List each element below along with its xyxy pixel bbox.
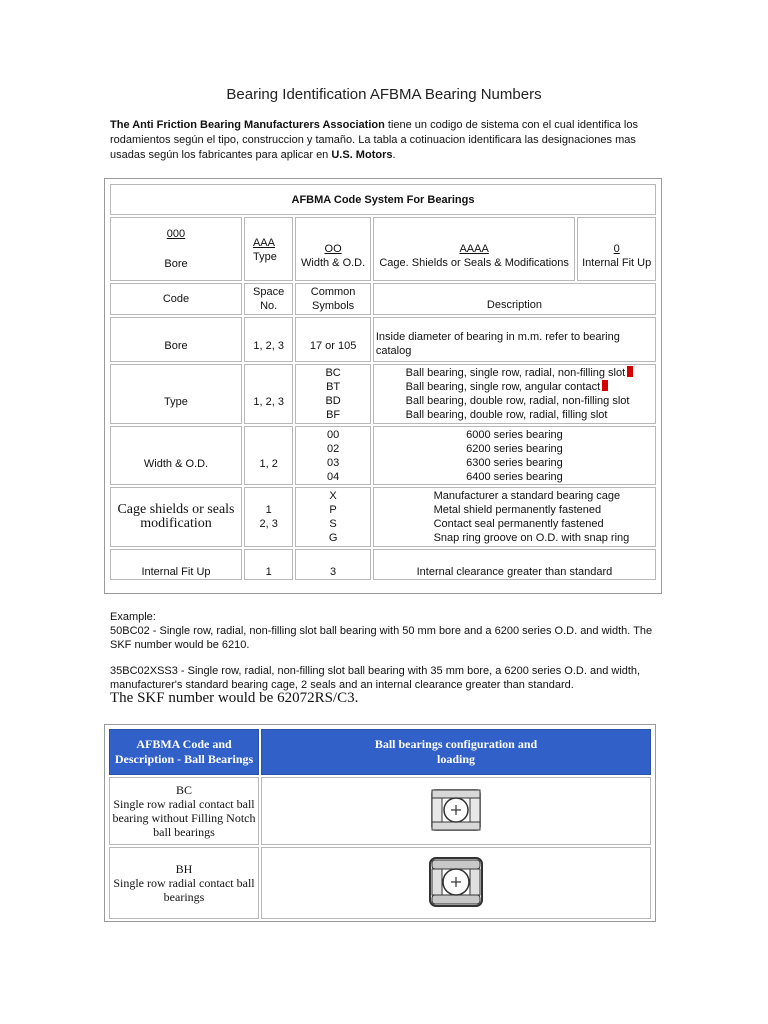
- format-cage-label: Cage. Shields or Seals & Modifications: [379, 257, 569, 269]
- format-bore: [110, 217, 242, 281]
- symbol-bt: BT: [326, 381, 341, 393]
- desc-6300: 6300 series bearing: [466, 456, 563, 469]
- header-symbols-line1: Common: [310, 286, 356, 298]
- row-bore-code: Bore: [110, 317, 242, 362]
- intro-paragraph: [110, 118, 670, 163]
- ball-desc-bh: Single row radial contact ball bearings: [113, 876, 255, 904]
- ball-header-right-text: Ball bearings configuration and loading: [374, 737, 538, 766]
- symbol-g: G: [328, 532, 338, 544]
- red-marker: [602, 380, 608, 391]
- example-label: Example:: [110, 611, 156, 623]
- ball-code-bh: BH: [175, 862, 193, 876]
- ball-code-bc: BC: [175, 783, 192, 797]
- row-width-space: 1, 2: [244, 426, 293, 485]
- example-line2: 35BC02XSS3 - Single row, radial, non-filling slot ball bearing with 35 mm bore, a 6200 series O.D. and width, manufacturer's standard bearing cage, 2 seals and an internal clearance greater than standard.: [110, 665, 641, 691]
- symbol-04: 04: [326, 470, 340, 483]
- example-skf: The SKF number would be 62072RS/C3.: [110, 690, 359, 706]
- desc-bf: Ball bearing, double row, radial, filling slot: [405, 409, 608, 421]
- bearing-deep-groove-icon: [426, 854, 486, 910]
- row-bore-symbols: 17 or 105: [295, 317, 371, 362]
- intro-bold-start: The Anti Friction Bearing Manufacturers Association: [110, 119, 385, 131]
- format-width: [295, 217, 371, 281]
- row-bore-space: 1, 2, 3: [244, 317, 293, 362]
- symbol-00: 00: [326, 428, 340, 441]
- format-width-code: OO: [324, 243, 342, 255]
- header-code: Code: [110, 283, 242, 315]
- format-type: [244, 217, 293, 281]
- ball-row-bc: [109, 777, 259, 845]
- format-width-label: Width & O.D.: [301, 257, 366, 269]
- desc-bd: Ball bearing, double row, radial, non-filling slot: [405, 395, 630, 407]
- row-cage-space-2: 2, 3: [259, 518, 278, 530]
- page-title: Bearing Identification AFBMA Bearing Numbers: [226, 86, 542, 103]
- desc-6000: 6000 series bearing: [466, 428, 563, 441]
- row-type-descriptions: [373, 364, 656, 424]
- row-bore-description: Inside diameter of bearing in m.m. refer to bearing catalog: [373, 317, 656, 362]
- ball-desc-bc: Single row radial contact ball bearing without Filling Notch ball bearings: [112, 797, 256, 839]
- row-cage-descriptions: [373, 487, 656, 547]
- symbol-03: 03: [326, 456, 340, 469]
- format-bore-label: Bore: [164, 258, 188, 270]
- row-cage-symbols: [295, 487, 371, 547]
- format-cage: [373, 217, 575, 281]
- desc-s: Contact seal permanently fastened: [433, 518, 604, 530]
- row-cage-space: [244, 487, 293, 547]
- format-fit-label: Internal Fit Up: [582, 257, 652, 269]
- desc-p: Metal shield permanently fastened: [433, 504, 602, 516]
- row-fit-space: 1: [244, 549, 293, 580]
- symbol-bd: BD: [325, 395, 341, 407]
- row-fit-code: Internal Fit Up: [110, 549, 242, 580]
- header-space-line1: Space: [253, 286, 285, 298]
- ball-header-left: AFBMA Code and Description - Ball Bearings: [109, 729, 259, 775]
- row-width-symbols: [295, 426, 371, 485]
- desc-6400: 6400 series bearing: [466, 470, 563, 483]
- ball-row-bh: [109, 847, 259, 919]
- row-type-code: Type: [110, 364, 242, 424]
- desc-x: Manufacturer a standard bearing cage: [433, 490, 621, 502]
- format-type-code: AAA: [252, 237, 275, 249]
- format-cage-code: AAAA: [459, 243, 489, 255]
- ball-header-right: [261, 729, 651, 775]
- code-table-caption: AFBMA Code System For Bearings: [110, 184, 656, 215]
- row-fit-description: Internal clearance greater than standard: [373, 549, 656, 580]
- intro-period: .: [392, 149, 396, 161]
- header-symbols-line2: Symbols: [312, 300, 355, 312]
- desc-g: Snap ring groove on O.D. with snap ring: [433, 532, 630, 544]
- row-type-symbols: [295, 364, 371, 424]
- header-space-line2: No.: [260, 300, 278, 312]
- example-line1: 50BC02 - Single row, radial, non-filling slot ball bearing with 50 mm bore and a 6200 series O.D. and width. The SKF number would be 6210.: [110, 625, 653, 651]
- intro-bold-end: U.S. Motors: [331, 149, 393, 161]
- symbol-bf: BF: [326, 409, 341, 421]
- format-fit-code: 0: [613, 243, 620, 255]
- symbol-s: S: [329, 518, 337, 530]
- symbol-02: 02: [326, 442, 340, 455]
- format-fit: [577, 217, 656, 281]
- desc-6200: 6200 series bearing: [466, 442, 563, 455]
- afbma-code-table: [108, 182, 658, 582]
- example-block: [110, 610, 670, 652]
- desc-bt: Ball bearing, single row, angular contact: [405, 381, 601, 393]
- symbol-x: X: [329, 490, 337, 502]
- desc-bc: Ball bearing, single row, radial, non-filling slot: [405, 367, 626, 379]
- ball-bearing-table: [107, 727, 653, 921]
- header-description: Description: [373, 283, 656, 315]
- header-symbols: [295, 283, 371, 315]
- row-width-descriptions: [373, 426, 656, 485]
- symbol-bc: BC: [325, 367, 341, 379]
- ball-config-bh: [261, 847, 651, 919]
- format-type-label: Type: [252, 251, 277, 263]
- row-cage-space-1: 1: [265, 504, 272, 516]
- red-marker: [627, 366, 633, 377]
- row-fit-symbols: 3: [295, 549, 371, 580]
- header-space: [244, 283, 293, 315]
- row-cage-code: Cage shields or seals modification: [110, 487, 242, 547]
- row-type-space: 1, 2, 3: [244, 364, 293, 424]
- row-width-code: Width & O.D.: [110, 426, 242, 485]
- format-bore-code: 000: [166, 228, 186, 240]
- symbol-p: P: [329, 504, 337, 516]
- intro-text: tiene un codigo de sistema con el cual identifica los rodamientos según el tipo, construccion y tamaño. La tabla a cotinuacion identificara las designaciones mas usadas según los fabricantes para aplicar en: [110, 119, 638, 161]
- bearing-radial-icon: [428, 786, 484, 834]
- ball-config-bc: [261, 777, 651, 845]
